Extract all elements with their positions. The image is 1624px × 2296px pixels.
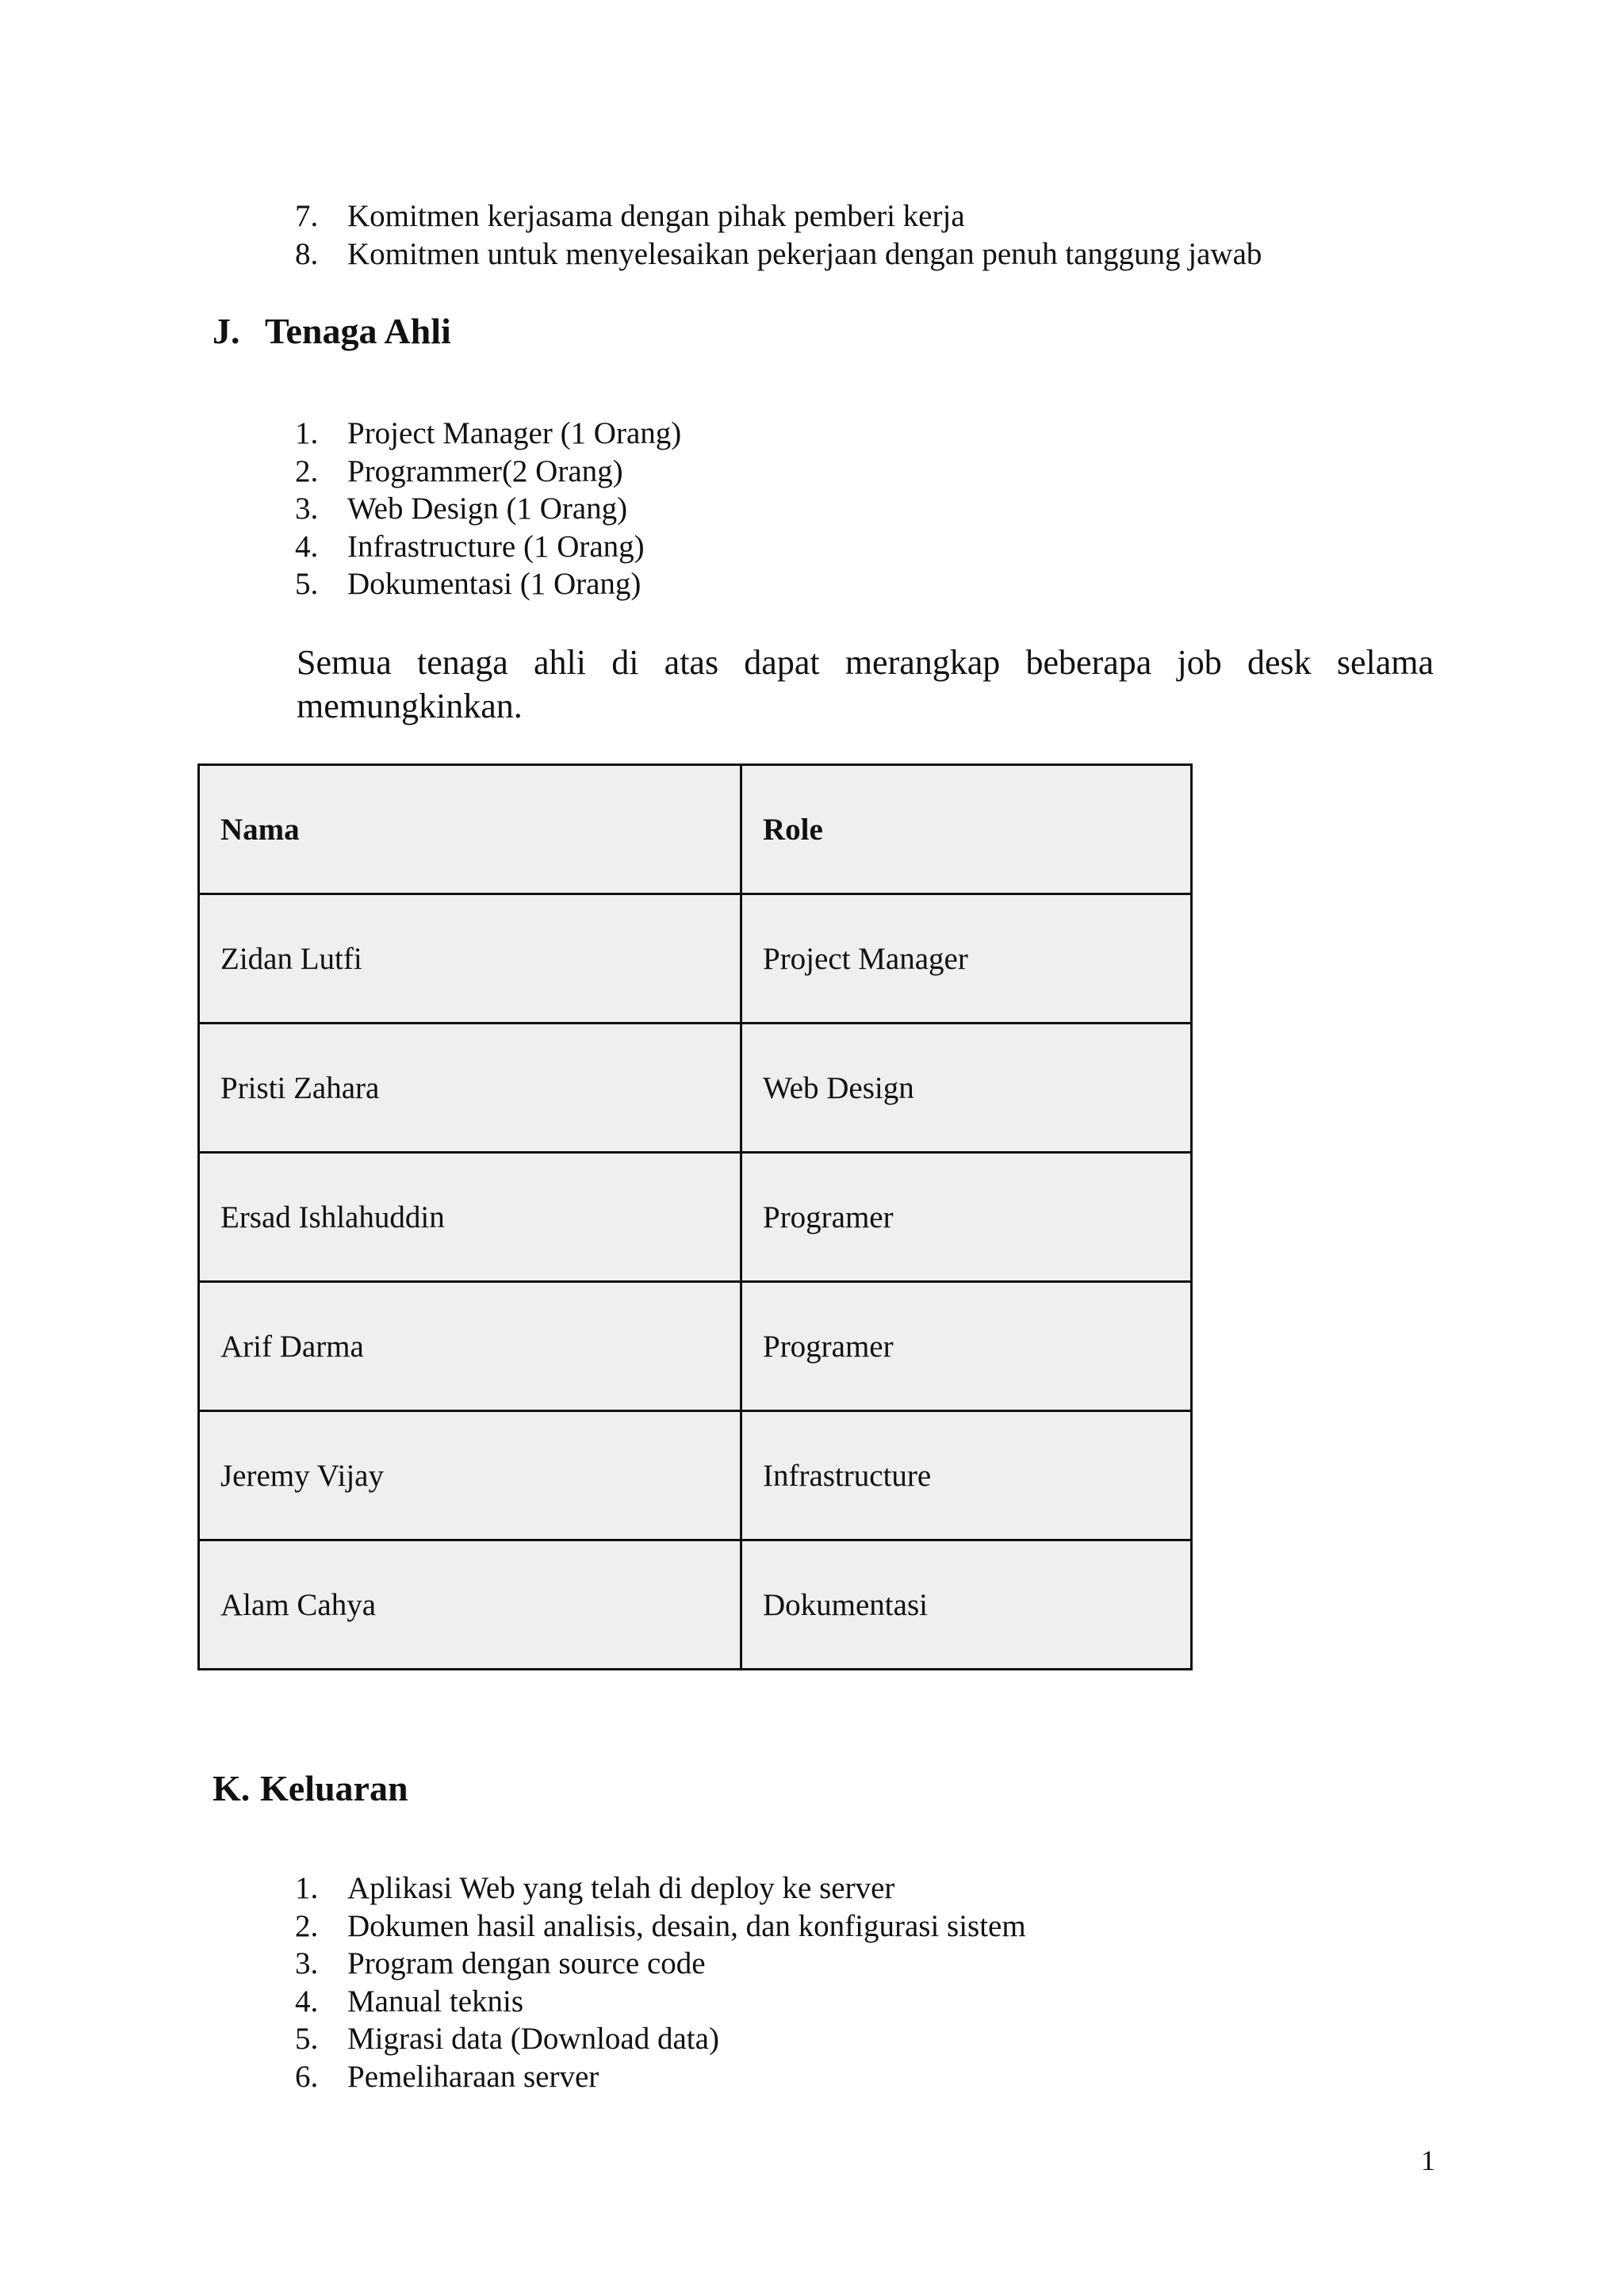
list-item: 2. Programmer(2 Orang) (295, 453, 623, 488)
list-item: 5. Dokumentasi (1 Orang) (295, 567, 642, 601)
cell-role: Web Design (741, 1024, 1192, 1153)
table-row (199, 1024, 1192, 1153)
list-item: 7. Komitmen kerjasama dengan pihak pemberi kerja (295, 199, 965, 233)
cell-role: Programer (741, 1282, 1192, 1411)
cell-role: Dokumentasi (741, 1540, 1192, 1670)
cell-nama: Zidan Lutfi (199, 894, 741, 1024)
section-k-heading: K. Keluaran (213, 1768, 408, 1808)
expert-paragraph: Semua tenaga ahli di atas dapat merangkap beberapa job desk selama memungkinkan. (297, 643, 1434, 725)
list-item: 5. Migrasi data (Download data) (295, 2022, 719, 2056)
table-row (199, 894, 1192, 1024)
page-number: 1 (1421, 2145, 1435, 2176)
expert-list (295, 415, 681, 603)
list-item: 4. Infrastructure (1 Orang) (295, 529, 645, 564)
commitment-list (295, 197, 1262, 273)
list-item: 4. Manual teknis (295, 1984, 524, 2019)
list-item: 6. Pemeliharaan server (295, 2059, 599, 2094)
cell-nama: Arif Darma (199, 1282, 741, 1411)
list-item: 3. Web Design (1 Orang) (295, 492, 628, 526)
team-table (197, 763, 1193, 1670)
list-item: 1. Project Manager (1 Orang) (295, 416, 682, 450)
output-list (295, 1869, 1026, 2095)
cell-nama: Ersad Ishlahuddin (199, 1153, 741, 1282)
header-nama: Nama (199, 765, 741, 894)
list-item: 8. Komitmen untuk menyelesaikan pekerjaan dengan penuh tanggung jawab (295, 236, 1262, 271)
table-row (199, 1282, 1192, 1411)
table-row (199, 1411, 1192, 1540)
list-item: 3. Program dengan source code (295, 1946, 706, 1980)
cell-nama: Pristi Zahara (199, 1024, 741, 1153)
cell-nama: Jeremy Vijay (199, 1411, 741, 1540)
cell-role: Infrastructure (741, 1411, 1192, 1540)
list-item: 1. Aplikasi Web yang telah di deploy ke server (295, 1871, 895, 1905)
table-row (199, 1153, 1192, 1282)
list-item: 2. Dokumen hasil analisis, desain, dan konfigurasi sistem (295, 1908, 1026, 1943)
table-row (199, 1540, 1192, 1670)
header-role: Role (741, 765, 1192, 894)
cell-role: Programer (741, 1153, 1192, 1282)
section-j-heading: J. Tenaga Ahli (213, 311, 451, 351)
table-header-row (199, 765, 1192, 894)
cell-nama: Alam Cahya (199, 1540, 741, 1670)
cell-role: Project Manager (741, 894, 1192, 1024)
